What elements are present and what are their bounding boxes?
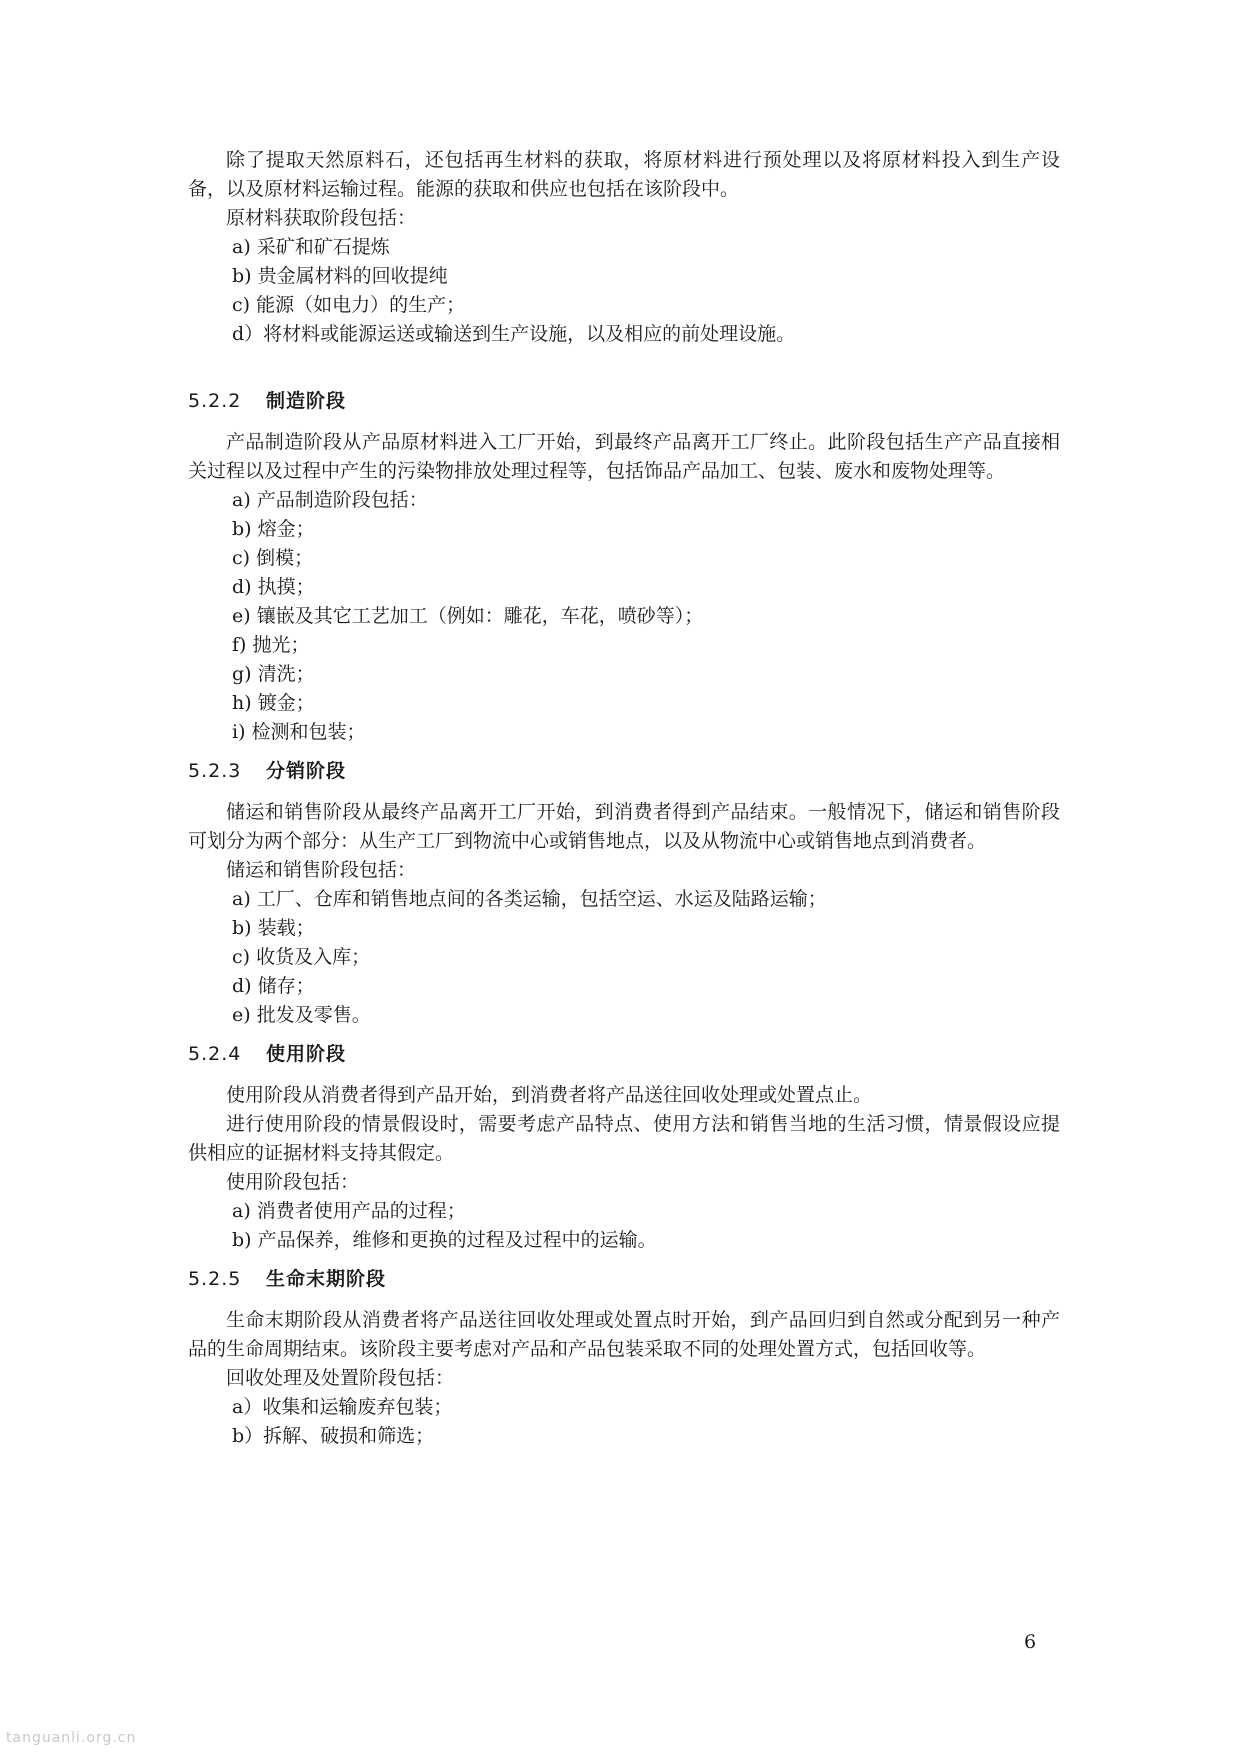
section-heading-5-2-3 [188, 757, 1060, 786]
section-paragraph: 回收处理及处置阶段包括： [226, 1367, 455, 1389]
section-number: 5.2.4 [188, 1043, 242, 1065]
section-number: 5.2.3 [188, 760, 242, 782]
section-paragraph: 进行使用阶段的情景假设时，需要考虑产品特点、使用方法和销售当地的生活习惯，情景假设应提供相应的证据材料支持其假定。 [188, 1113, 1060, 1164]
list-item: a) 消费者使用产品的过程； [232, 1200, 466, 1222]
list-item: c) 倒模； [232, 547, 314, 569]
list-item: f) 抛光； [232, 634, 310, 656]
list-item: d) 储存； [232, 975, 315, 997]
section-number: 5.2.2 [188, 390, 242, 412]
list-item: e) 镶嵌及其它工艺加工（例如：雕花，车花，喷砂等）； [232, 605, 704, 627]
section-title: 生命末期阶段 [266, 1268, 387, 1290]
watermark-text: tanguanli.org.cn [6, 1730, 137, 1746]
list-item: a）收集和运输废弃包装； [232, 1396, 453, 1418]
list-item: i) 检测和包装； [232, 721, 366, 743]
list-item: c) 收货及入库； [232, 946, 371, 968]
list-item: a) 工厂、仓库和销售地点间的各类运输，包括空运、水运及陆路运输； [232, 888, 827, 910]
list-item: g) 清洗； [232, 663, 315, 685]
list-item: a) 采矿和矿石提炼 [232, 236, 390, 258]
list-item: b) 产品保养，维修和更换的过程及过程中的运输。 [232, 1229, 657, 1251]
page-content [188, 146, 1060, 1451]
intro-paragraph-2: 原材料获取阶段包括： [226, 207, 417, 229]
list-item: c) 能源（如电力）的生产； [232, 294, 466, 316]
section-paragraph: 使用阶段包括： [226, 1171, 360, 1193]
section-paragraph: 生命末期阶段从消费者将产品送往回收处理或处置点时开始，到产品回归到自然或分配到另一种产品的生命周期结束。该阶段主要考虑对产品和产品包装采取不同的处理处置方式，包括回收等。 [188, 1309, 1060, 1360]
section-heading-5-2-4 [188, 1040, 1060, 1069]
list-item: e) 批发及零售。 [232, 1004, 371, 1026]
list-item: d) 执摸； [232, 576, 315, 598]
section-title: 使用阶段 [266, 1043, 347, 1065]
list-item: b) 熔金； [232, 518, 315, 540]
section-paragraph: 储运和销售阶段从最终产品离开工厂开始，到消费者得到产品结束。一般情况下，储运和销售阶段可划分为两个部分：从生产工厂到物流中心或销售地点，以及从物流中心或销售地点到消费者。 [188, 801, 1060, 852]
section-paragraph: 储运和销售阶段包括： [226, 859, 417, 881]
page-number: 6 [1024, 1631, 1037, 1653]
section-title: 制造阶段 [266, 390, 347, 412]
section-paragraph: 产品制造阶段从产品原材料进入工厂开始，到最终产品离开工厂终止。此阶段包括生产产品直接相关过程以及过程中产生的污染物排放处理过程等，包括饰品产品加工、包装、废水和废物处理等。 [188, 431, 1060, 482]
intro-paragraph-1: 除了提取天然原料石，还包括再生材料的获取，将原材料进行预处理以及将原材料投入到生产设备，以及原材料运输过程。能源的获取和供应也包括在该阶段中。 [188, 149, 1060, 200]
list-item: d）将材料或能源运送或输送到生产设施，以及相应的前处理设施。 [232, 323, 796, 345]
section-paragraph: 使用阶段从消费者得到产品开始，到消费者将产品送往回收处理或处置点止。 [226, 1084, 873, 1106]
list-item: h) 镀金； [232, 692, 315, 714]
list-item: a) 产品制造阶段包括： [232, 489, 428, 511]
list-item: b) 装载； [232, 917, 315, 939]
list-item: b）拆解、破损和筛选； [232, 1425, 435, 1447]
section-heading-5-2-5 [188, 1265, 1060, 1294]
list-item: b) 贵金属材料的回收提纯 [232, 265, 448, 287]
section-number: 5.2.5 [188, 1268, 242, 1290]
section-title: 分销阶段 [266, 760, 347, 782]
section-heading-5-2-2 [188, 387, 1060, 416]
